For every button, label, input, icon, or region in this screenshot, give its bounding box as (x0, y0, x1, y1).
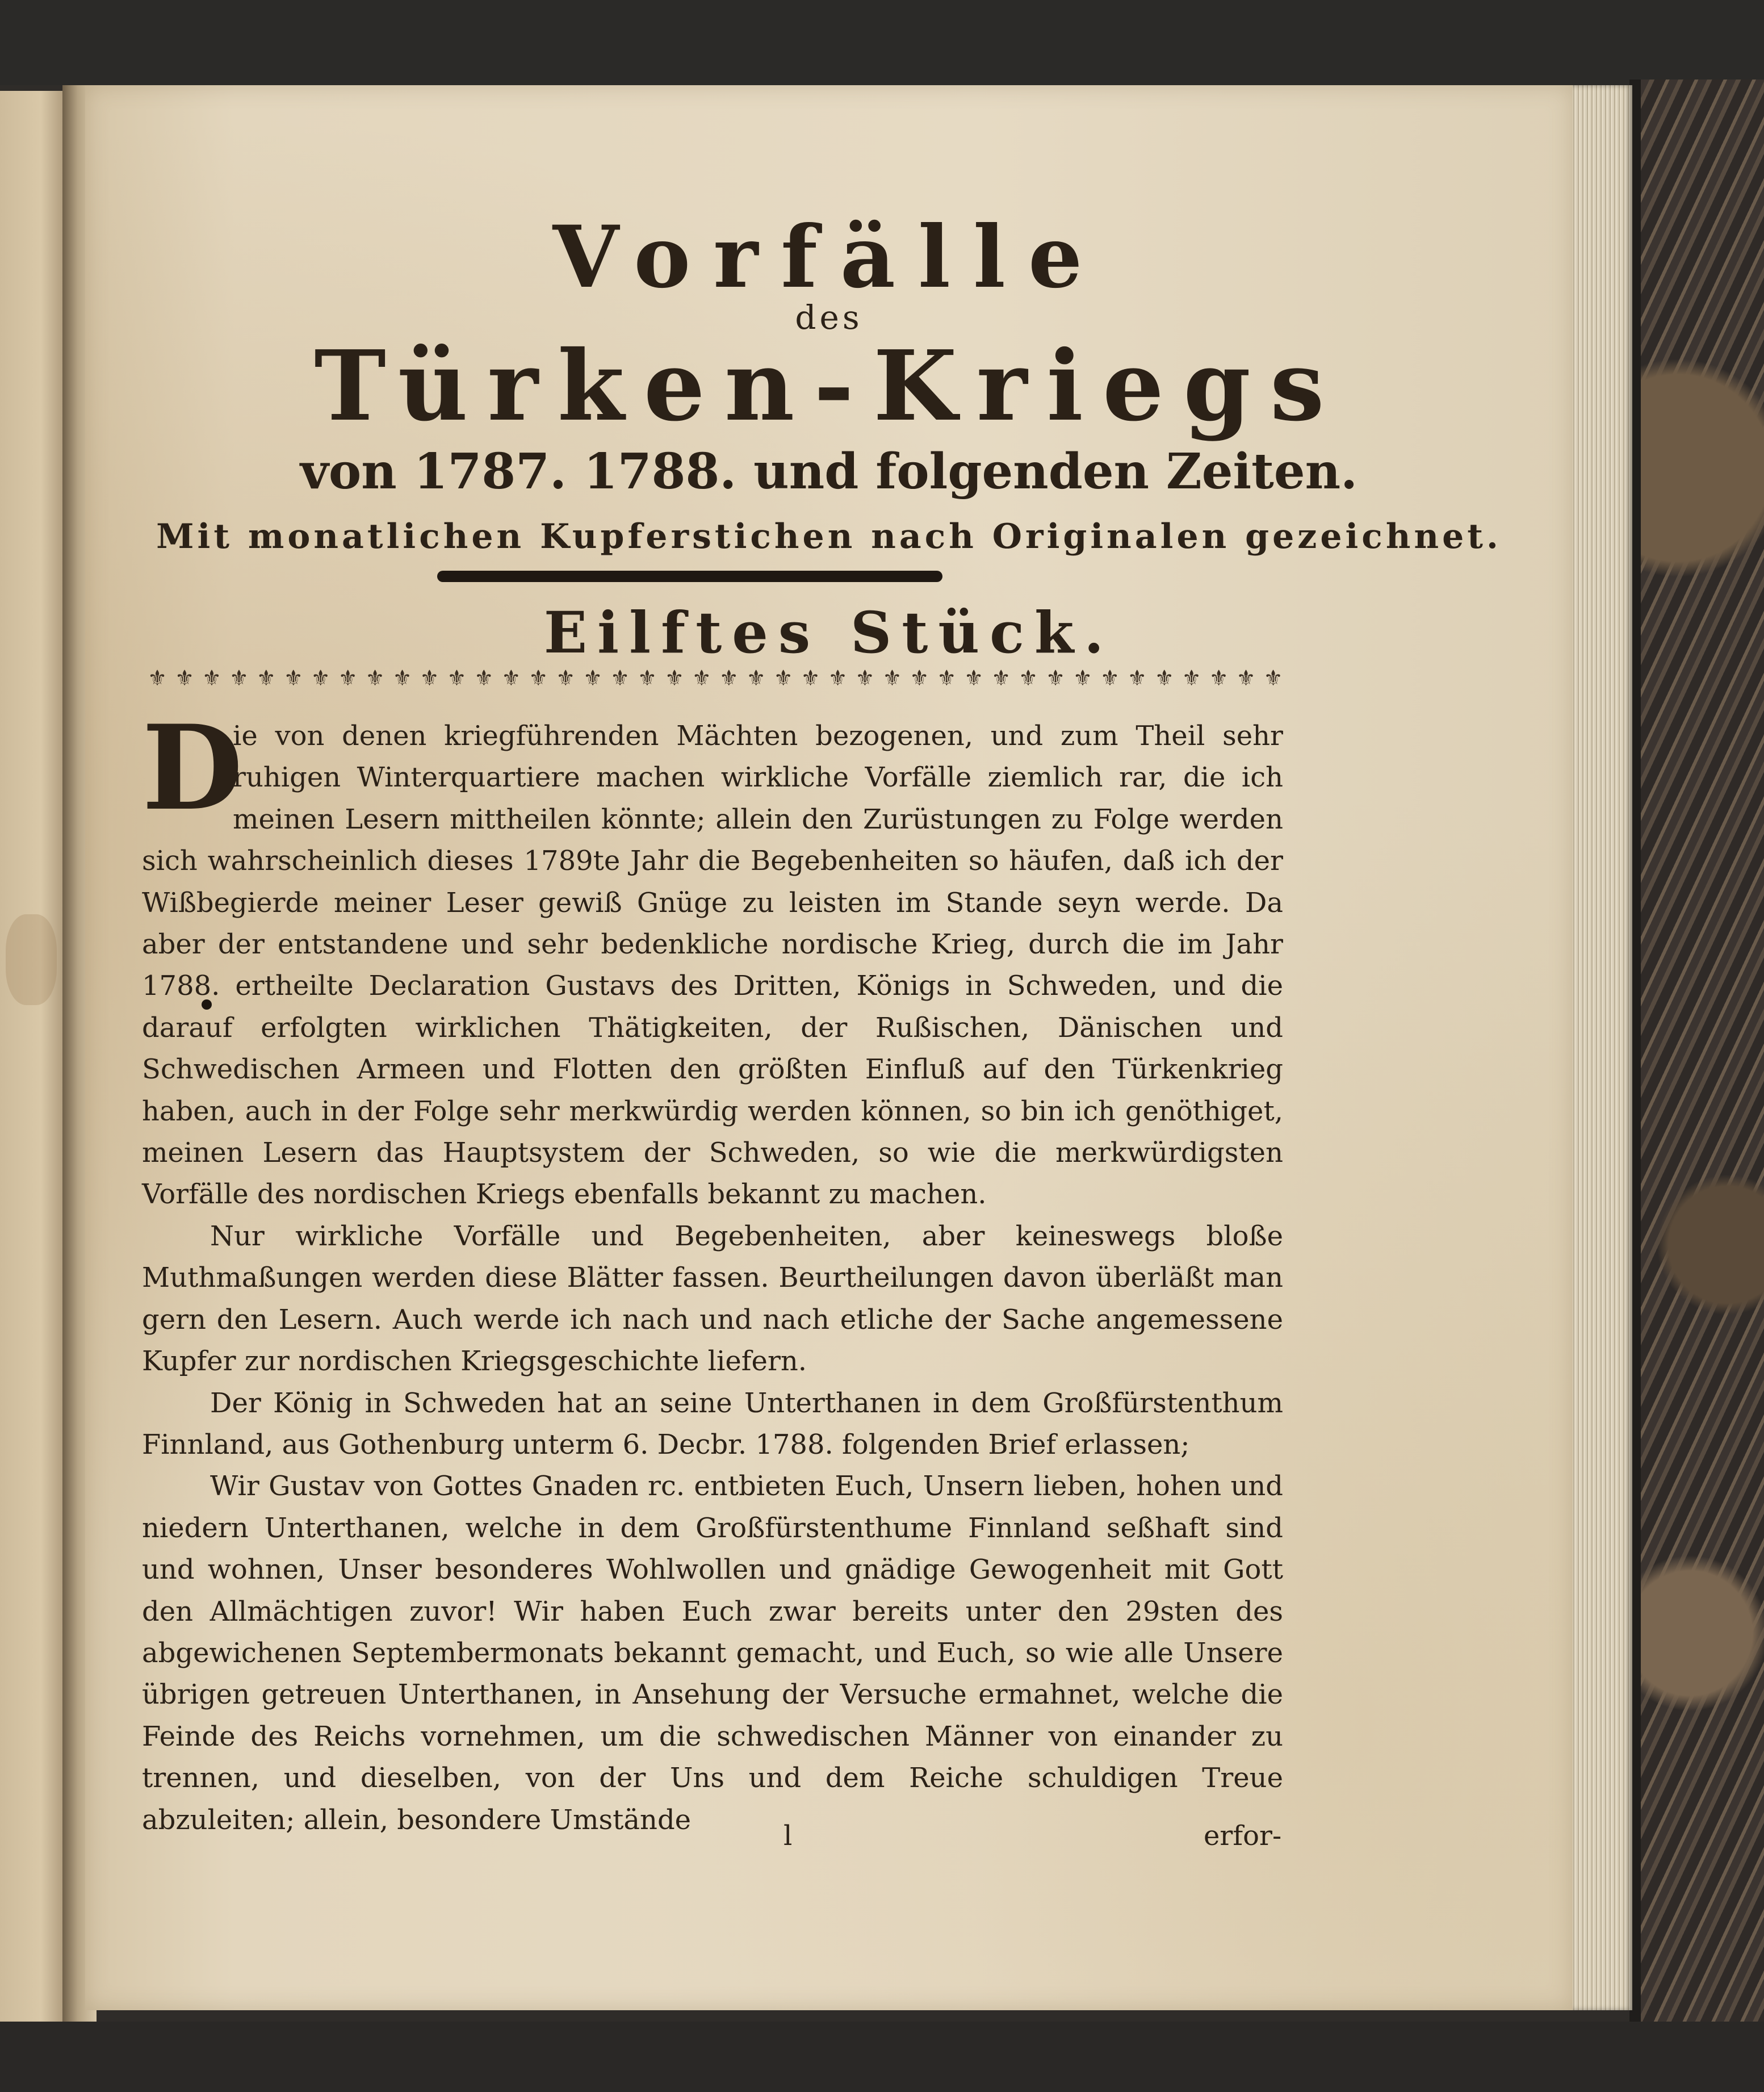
catchword: erfor- (1204, 1820, 1282, 1852)
ornament-glyph: ⚜ (474, 666, 494, 691)
ornament-glyph: ⚜ (692, 666, 711, 691)
ornament-glyph: ⚜ (991, 666, 1011, 691)
paragraph-3: Der König in Schweden hat an seine Unterthanen in dem Großfürstenthum Finnland, aus Gothenburg unterm 6. Decbr. 1788. folgenden Brief erlassen; (142, 1387, 1283, 1461)
ornament-glyph: ⚜ (1127, 666, 1147, 691)
ornament-glyph: ⚜ (801, 666, 820, 691)
ornament-glyph: ⚜ (148, 666, 167, 691)
ornament-glyph: ⚜ (311, 666, 330, 691)
ornament-glyph: ⚜ (1181, 666, 1201, 691)
paragraph-4: Wir Gustav von Gottes Gnaden rc. entbieten Euch, Unsern lieben, hohen und niedern Unterthanen, welche in dem Großfürstenthume Finnland seßhaft sind und wohnen, Unser besonderes Wohlwollen und gnädige Gewogenheit mit Gott den Allmächtigen zuvor! Wir haben Euch zwar bereits unter den 29sten des abgewichenen Septembermonats bekannt gemacht, und Euch, so wie alle Unsere übrigen getreuen Unterthanen, in Ansehung der Versuche ermahnet, welche die Feinde des Reichs vornehmen, um die schwedischen Männer von einander zu trennen, und dieselben, von der Uns und dem Reiche schuldigen Treue abzuleiten; allein, besondere Umstände (142, 1470, 1283, 1836)
ornament-glyph: ⚜ (1019, 666, 1038, 691)
paragraph-2: Nur wirkliche Vorfälle und Begebenheiten, aber keineswegs bloße Muthmaßungen werden diese Blätter fassen. Beurtheilungen davon überläßt man gern den Lesern. Auch werde ich nach und nach etliche der Sache angemessene Kupfer zur nordischen Kriegsgeschichte liefern. (142, 1220, 1283, 1378)
ornament-glyph: ⚜ (1100, 666, 1120, 691)
marbled-binding-board (1641, 80, 1764, 2022)
ornament-glyph: ⚜ (174, 666, 195, 691)
ornament-glyph: ⚜ (392, 666, 412, 691)
ornament-glyph: ⚜ (338, 666, 358, 691)
ornament-glyph: ⚜ (637, 666, 657, 691)
ornament-glyph: ⚜ (583, 666, 603, 691)
ornament-glyph: ⚜ (556, 666, 576, 691)
ornament-glyph: ⚜ (773, 666, 793, 691)
paragraph-1 (142, 700, 1283, 1216)
drop-cap: D (142, 700, 243, 836)
body-text (142, 700, 1283, 1841)
ornament-glyph: ⚜ (746, 666, 766, 691)
title-rule (437, 571, 942, 582)
left-page-edge (0, 91, 68, 2022)
ornament-glyph: ⚜ (610, 666, 630, 691)
ornament-glyph: ⚜ (447, 666, 467, 691)
ornament-glyph: ⚜ (229, 666, 249, 691)
ornament-glyph: ⚜ (1045, 666, 1066, 691)
ornament-glyph: ⚜ (937, 666, 957, 691)
ornament-glyph: ⚜ (910, 666, 929, 691)
title-line-3: Türken-Kriegs (314, 329, 1344, 443)
ornament-glyph: ⚜ (420, 666, 439, 691)
scan-background-bottom (0, 2022, 1764, 2092)
ornament-glyph: ⚜ (202, 666, 221, 691)
ornament-glyph: ⚜ (1209, 666, 1229, 691)
title-line-5: Mit monatlichen Kupferstichen nach Originalen gezeichnet. (156, 517, 1502, 557)
ornament-glyph: ⚜ (882, 666, 902, 691)
paper-stain (6, 914, 57, 1005)
ornament-glyph: ⚜ (256, 666, 276, 691)
ornament-glyph: ⚜ (283, 666, 303, 691)
ornament-glyph: ⚜ (828, 666, 848, 691)
title-line-4: von 1787. 1788. und folgenden Zeiten. (300, 443, 1358, 500)
ornament-glyph: ⚜ (855, 666, 875, 691)
scan-background-top (0, 0, 1764, 85)
signature-mark: l (783, 1820, 793, 1852)
title-line-2: des (795, 298, 863, 337)
part-title: Eilftes Stück. (543, 599, 1114, 666)
ornament-glyph: ⚜ (501, 666, 521, 691)
ornament-border (148, 662, 1283, 694)
paragraph-1-text: ie von denen kriegführenden Mächten bezogenen, und zum Theil sehr ruhigen Winterquartiere machen wirkliche Vorfälle ziemlich rar, die ich meinen Lesern mittheilen könnte; allein den Zurüstungen zu Folge werden sich wahrscheinlich dieses 1789te Jahr die Begebenheiten so häufen, daß ich der Wißbegierde meiner Leser gewiß Gnüge zu leisten im Stande seyn werde. Da aber der entstandene und sehr bedenkliche nordische Krieg, durch die im Jahr 1788. ertheilte Declaration Gustavs des Dritten, Königs in Schweden, und die darauf erfolgten wirklichen Thätigkeiten, der Rußischen, Dänischen und Schwedischen Armeen und Flotten den größten Einfluß auf den Türkenkrieg haben, auch in der Folge sehr merkwürdig werden können, so bin ich genöthiget, meinen Lesern das Hauptsystem der Schweden, so wie die merkwürdigsten Vorfälle des nordischen Kriegs ebenfalls bekannt zu machen. (142, 720, 1283, 1211)
title-line-1: Vorfälle (552, 207, 1105, 307)
right-page (85, 85, 1573, 2010)
ornament-glyph: ⚜ (1072, 666, 1092, 691)
ornament-glyph: ⚜ (719, 666, 739, 691)
ornament-glyph: ⚜ (365, 666, 385, 691)
ornament-glyph: ⚜ (664, 666, 684, 691)
ornament-glyph: ⚜ (1154, 666, 1174, 691)
stacked-page-edges (1567, 85, 1632, 2010)
ornament-glyph: ⚜ (1263, 666, 1283, 691)
ornament-glyph: ⚜ (964, 666, 984, 691)
ornament-glyph: ⚜ (1236, 666, 1256, 691)
ornament-glyph: ⚜ (529, 666, 548, 691)
